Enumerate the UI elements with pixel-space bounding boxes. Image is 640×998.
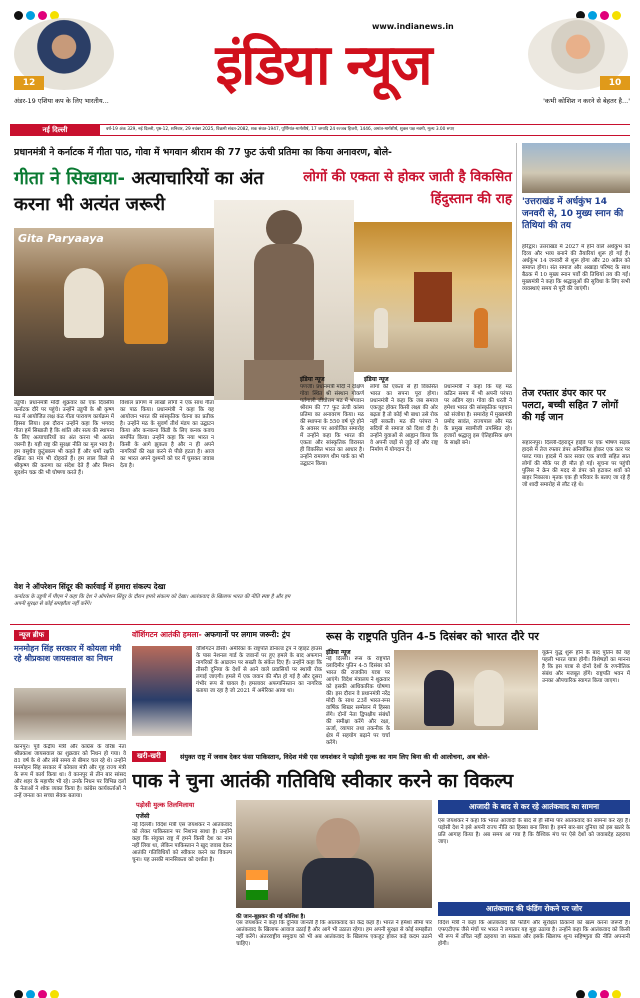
lead-banner-text: प्रधानमंत्री ने कर्नाटक में गीता पाठ, गोवा में भगवान श्रीराम की 77 फुट ऊंची प्रतिमा का किया अनावरण, बोले- bbox=[14, 147, 392, 158]
lead-photo-goa-temple[interactable] bbox=[354, 222, 512, 372]
print-registration-dots-bottom-right bbox=[576, 984, 624, 998]
putin-text: नई दिल्ली। रूस के राष्ट्रपति व्लादिमीर पुतिन 4-5 दिसंबर को भारत की राजकीय यात्रा पर आएंगे। विदेश मंत्रालय ने शुक्रवार को इसकी आधिकारिक घोषणा की। इस दौरान वे प्रधानमंत्री नरेंद्र मोदी के साथ 23वें भारत-रूस वार्षिक शिखर सम्मेलन में हिस्सा लेंगे। दोनों नेता द्विपक्षीय संबंधों की समीक्षा करेंगे और रक्षा, ऊर्जा, व्यापार तथा तकनीक के क्षेत्र में सहयोग बढ़ाने पर चर्चा करेंगे। bbox=[326, 656, 390, 746]
putin-text-2: यूक्रेन युद्ध शुरू होने के बाद पुतिन की यह पहली भारत यात्रा होगी। विशेषज्ञों का मानना है कि इस यात्रा से दोनों देशों के रणनीतिक संबंध और मजबूत होंगे। राष्ट्रपति भवन में उनका औपचारिक स्वागत किया जाएगा। bbox=[542, 650, 630, 684]
lead-subhead[interactable]: वेश ने ऑपरेशन सिंदूर की कार्रवाई में हमारा संकल्प देखा bbox=[14, 582, 166, 591]
flag-india bbox=[246, 870, 268, 900]
lead-right-headline[interactable]: लोगों की एकता से होकर जाती है विकसित हिंदुस्तान की राह bbox=[303, 169, 512, 207]
lead-photo-gita-event[interactable] bbox=[14, 228, 214, 396]
brief-headline[interactable]: मनमोहन सिंह सरकार में कोयला मंत्री रहे श्रीप्रकाश जायसवाल का निधन bbox=[14, 644, 121, 663]
sidebar-photo-kumbh[interactable] bbox=[522, 143, 630, 193]
teaser-left-page: 12 bbox=[14, 76, 44, 90]
bottom-credit: एजेंसी bbox=[136, 813, 150, 820]
sidebar-divider bbox=[516, 143, 517, 623]
dateline-info: वर्ष-19 अंक 329, नई दिल्ली, पृष्ठ-12, शनिवार, 29 नवंबर 2025, विक्रमी संवत-2082, शक संवत-1947, पूर्णिमांत-मार्गशीर्ष, 17 जमादि 24 रज्जब हिजरी, 1446, अमांत-मार्गशीर्ष, शुक्ल पक्ष नवमी, मूल्य 3.00 रुपए bbox=[106, 127, 455, 132]
teaser-right-page: 10 bbox=[600, 76, 630, 90]
statue-body bbox=[254, 244, 314, 364]
figure-jaishankar-body bbox=[302, 858, 374, 908]
masthead-title: इंडिया न्यूज bbox=[215, 32, 431, 98]
teaser-left-text[interactable]: अंडर-19 एशिया कप के लिए भारतीय... bbox=[14, 97, 109, 105]
lead-left-headline-black: अत्याचारियों का अंत करना भी अत्यंत जरूरी bbox=[14, 168, 264, 215]
print-registration-dots-bottom bbox=[14, 984, 62, 998]
bottom-sub-tag: पड़ोसी मुल्क तिलमिलाया bbox=[136, 801, 195, 809]
putin-photo-modi[interactable] bbox=[394, 650, 538, 730]
box2-text: विदेश मंत्री ने कहा कि आतंकवाद की फंडिंग और सुरक्षित ठिकानों को खत्म करना जरूरी है। एफएटीएफ जैसे मंचों पर भारत ने लगातार यह मुद्दा उठाया है। उन्होंने कहा कि आतंकवाद को किसी भी रूप में उचित नहीं ठहराया जा सकता और इसके खिलाफ शून्य सहिष्णुता की नीति अपनानी होगी। bbox=[438, 920, 630, 947]
figure-2 bbox=[474, 308, 488, 348]
lead-credit-1: इंडिया न्यूज bbox=[300, 376, 325, 383]
statue-head bbox=[266, 210, 302, 246]
lead-text-col2: विशाल प्रांगण में लाखों लोगों ने एक साथ गीता का पाठ किया। प्रधानमंत्री ने कहा कि यह आयोजन भारत की सांस्कृतिक चेतना का प्रतीक है। उन्होंने मठ के सुवर्ण तीर्थ मंडप का उद्घाटन किया और कनकना किंडी के लिए कनक कवच समर्पित किया। उन्होंने कहा कि नया भारत न किसी के आगे झुकता है और न ही अपने नागरिकों की रक्षा करने से पीछे हटता है। आज का भारत अपने दुश्मनों को घर में घुसकर जवाब देता है। bbox=[120, 400, 214, 469]
bottom-photo-caption: की जान-बूझकर की गई कोशिश है। bbox=[236, 914, 306, 920]
masthead bbox=[0, 0, 640, 116]
figure-jaishankar-head bbox=[316, 818, 360, 862]
figure-putin bbox=[424, 670, 454, 726]
teaser-right-text[interactable]: 'कभी कोशिश न करने से बेहतर है...' bbox=[543, 97, 630, 105]
putin-headline[interactable]: रूस के राष्ट्रपति पुतिन 4-5 दिसंबर को भारत दौरे पर bbox=[326, 630, 539, 643]
lead-credit-2: इंडिया न्यूज bbox=[364, 376, 389, 383]
sidebar-bottom-headline[interactable]: तेज रफ्तार डंपर कार पर पलटा, बच्ची सहित 7 लोगों की गई जान bbox=[522, 388, 619, 423]
lead-subtext: कर्नाटक के उडुपी में पीएम ने कहा कि देश ने ऑपरेशन सिंदूर के दौरान हमारे संकल्प को देखा। आतंकवाद के खिलाफ भारत की नीति स्पष्ट है और हम अपनी सुरक्षा से कोई समझौता नहीं करेंगे। bbox=[14, 594, 291, 607]
bottom-kicker-bar bbox=[132, 750, 630, 764]
washington-photo-trump[interactable] bbox=[132, 646, 192, 736]
figure-monk bbox=[124, 264, 168, 344]
bottom-kicker: संयुक्त राष्ट्र में जवाब देकर फंसा पाकिस्तान, विदेश मंत्री एस जयशंकर ने पड़ोसी मुल्क का नाम लिए बिना की थी आलोचना, अब बोले- bbox=[180, 753, 490, 761]
washington-headline-black: अफगानों पर लगाम जरूरी: ट्रंप bbox=[204, 630, 291, 639]
lead-banner bbox=[14, 143, 512, 163]
bottom-tag: खरी-खरी bbox=[132, 751, 166, 762]
lead-text-col5: प्रधानमंत्री ने कहा कि यह मठ कठिन समय में भी अपनी परंपरा पर अडिग रहा। गोवा की धरती ने हमेशा भारत की सांस्कृतिक पहचान को संजोया है। समारोह में मुख्यमंत्री प्रमोद सावंत, राज्यपाल और मठ के प्रमुख स्वामीजी उपस्थित रहे। हजारों श्रद्धालु इस ऐतिहासिक क्षण के साक्षी बने। bbox=[444, 384, 512, 446]
brief-tag: न्यूज ब्रीफ bbox=[14, 630, 49, 641]
washington-headline[interactable] bbox=[132, 630, 322, 642]
bottom-headline[interactable]: पाक ने चुना आतंकी गतिविधि स्वीकार करने का विकल्प bbox=[132, 770, 514, 792]
lead-photo-sign: Gita Paryaaya bbox=[18, 232, 104, 245]
lead-text-col1: उडुपी। प्रधानमंत्री मोदी शुक्रवार को एक दिवसीय कर्नाटक दौरे पर पहुंचे। उन्होंने उडुपी के श्री कृष्ण मठ में आयोजित लक्ष कंठ गीता पारायण कार्यक्रम में हिस्सा लिया। इस दौरान उन्होंने कहा कि भगवद गीता हमें सिखाती है कि शांति और सत्य की स्थापना के लिए अत्याचारियों का अंत करना भी अत्यंत जरूरी है। यही राष्ट्र की सुरक्षा नीति का मूल भाव है। हम वसुधैव कुटुंबकम भी कहते हैं और धर्मो रक्षति रक्षितः का मंत्र भी दोहराते हैं। हम लाल किले से श्रीकृष्ण की करुणा का संदेश देते हैं और मिशन सुदर्शन चक्र की भी घोषणा करते हैं। bbox=[14, 400, 114, 476]
brief-photo-jaiswal[interactable] bbox=[14, 688, 126, 740]
temple-door bbox=[414, 272, 452, 322]
washington-headline-red: वॉशिंगटन आतंकी हमला- bbox=[132, 630, 202, 639]
box1-text: एस जयशंकर ने कहा कि भारत आजादी के बाद से ही सीमा पार आतंकवाद का सामना कर रहा है। पड़ोसी देश ने इसे अपनी राज्य नीति का हिस्सा बना लिया है। हमने बार-बार दुनिया को इस खतरे के प्रति आगाह किया है। अब समय आ गया है कि वैश्विक मंच पर ऐसे देशों को जवाबदेह ठहराया जाए। bbox=[438, 818, 630, 845]
section-rule bbox=[10, 624, 630, 625]
dateline-bar bbox=[10, 124, 630, 136]
figure-modi bbox=[474, 670, 504, 726]
sidebar-top-text: हरिद्वार। उत्तराखंड में 2027 में होने वाले अर्धकुंभ को दिव्य और भव्य बनाने की तैयारियां शुरू हो गई हैं। अर्धकुंभ 14 जनवरी से शुरू होगा और 20 अप्रैल को समाप्त होगा। संत समाज और अखाड़ा परिषद के साथ बैठक में 10 मुख्य स्नान पर्वों की तिथियां तय की गईं। मुख्यमंत्री ने कहा कि श्रद्धालुओं की सुविधा के लिए सभी व्यवस्थाएं समय से पूरी की जाएंगी। bbox=[522, 244, 630, 292]
bottom-photo-jaishankar[interactable] bbox=[236, 800, 432, 908]
bottom-text-2: एस जयशंकर ने कहा कि दुनिया जानती है कि आतंकवाद का केंद्र कहां है। भारत ने हमेशा सीमा पार आतंकवाद के खिलाफ आवाज उठाई है और आगे भी उठाता रहेगा। हम अपनी सुरक्षा से कोई समझौता नहीं करेंगे। अंतरराष्ट्रीय समुदाय को भी अब आतंकवाद के खिलाफ एकजुट होकर कड़े कदम उठाने चाहिए। bbox=[236, 920, 432, 947]
lead-left-headline-red: गीता ने सिखाया- bbox=[14, 168, 126, 189]
putin-credit: इंडिया न्यूज bbox=[326, 649, 351, 656]
lead-text-col3: पणजी। प्रधानमंत्री मोदी ने दक्षिण गोवा स्थित श्री संस्थान गोकर्ण पर्तगाली जीवोत्तम मठ में भगवान श्रीराम की 77 फुट ऊंची कांस्य प्रतिमा का अनावरण किया। मठ की स्थापना के 550 वर्ष पूरे होने के अवसर पर आयोजित समारोह में उन्होंने कहा कि भारत की एकता और सांस्कृतिक विरासत ही विकसित भारत का आधार है। उन्होंने रामायण थीम पार्क का भी उद्घाटन किया। bbox=[300, 384, 364, 467]
lead-photo-ram-statue[interactable] bbox=[214, 200, 354, 400]
sidebar-top-headline[interactable]: 'उत्तराखंड में अर्धकुंभ 14 जनवरी से, 10 मुख्य स्नान की तिथियां की तय bbox=[522, 197, 624, 231]
brief-text: कानपुर। पूर्व केंद्रीय मंत्री और कांग्रेस के वरिष्ठ नेता श्रीप्रकाश जायसवाल का शुक्रवार को निधन हो गया। वे 81 वर्ष के थे और लंबे समय से बीमार चल रहे थे। उन्होंने मनमोहन सिंह सरकार में कोयला मंत्री और गृह राज्य मंत्री के रूप में कार्य किया था। वे कानपुर से तीन बार सांसद और शहर के महापौर भी रहे। उनके निधन पर विभिन्न दलों के नेताओं ने शोक व्यक्त किया है। कांग्रेस कार्यकर्ताओं ने उन्हें जनता का सच्चा सेवक बताया। bbox=[14, 744, 126, 799]
lead-text-col4: लोगों की एकता से ही विकसित भारत का सपना पूरा होगा। प्रधानमंत्री ने कहा कि जब समाज एकजुट होकर किसी लक्ष्य की ओर बढ़ता है तो कोई भी बाधा उसे रोक नहीं सकती। मठ की परंपरा ने सदियों से समाज को दिशा दी है। उन्होंने युवाओं से आह्वान किया कि वे अपनी जड़ों से जुड़े रहें और राष्ट्र निर्माण में योगदान दें। bbox=[370, 384, 438, 453]
site-url[interactable]: www.indianews.in bbox=[372, 22, 454, 31]
box2-headline[interactable]: आतंकवाद की फंडिंग रोकने पर जोर bbox=[438, 902, 630, 916]
washington-text: वॉशिंगटन डीसी। अमेरिका के राष्ट्रपति डोनाल्ड ट्रंप ने व्हाइट हाउस के पास नेशनल गार्ड के जवानों पर हुए हमले के बाद अफगान नागरिकों के आव्रजन पर सख्ती के संकेत दिए हैं। उन्होंने कहा कि तीसरी दुनिया के देशों से आने वाले प्रवासियों पर स्थायी रोक लगाई जाएगी। हमले में एक जवान की मौत हो गई है और दूसरा गंभीर रूप से घायल है। हमलावर अफगानिस्तान का नागरिक बताया जा रहा है जो 2021 में अमेरिका आया था। bbox=[196, 646, 322, 694]
dateline-city: नई दिल्ली bbox=[10, 125, 100, 135]
sidebar-bottom-text: सहारनपुर। दिल्ली-देहरादून हाईवे पर एक भीषण सड़क हादसे में तेज रफ्तार डंपर अनियंत्रित होकर एक कार पर पलट गया। हादसे में कार सवार एक बच्ची सहित सात लोगों की मौके पर ही मौत हो गई। सूचना पर पहुंची पुलिस ने क्रेन की मदद से डंपर को हटाकर शवों को बाहर निकाला। मृतक एक ही परिवार के बताए जा रहे हैं जो शादी समारोह से लौट रहे थे। bbox=[522, 440, 630, 488]
figure-1 bbox=[374, 308, 388, 348]
figure-pm bbox=[64, 268, 104, 338]
box1-headline[interactable]: आजादी के बाद से कर रहे आतंकवाद का सामना bbox=[438, 800, 630, 814]
bottom-text-1: नई दिल्ली। विदेश मंत्री एस जयशंकर ने आतंकवाद को लेकर पाकिस्तान पर निशाना साधा है। उन्होंने कहा कि संयुक्त राष्ट्र में हमने किसी देश का नाम नहीं लिया था, लेकिन पाकिस्तान ने खुद जवाब देकर आतंकी गतिविधियों को स्वीकार करने का विकल्प चुना। यह उसकी मानसिकता को दर्शाता है। bbox=[132, 822, 232, 863]
